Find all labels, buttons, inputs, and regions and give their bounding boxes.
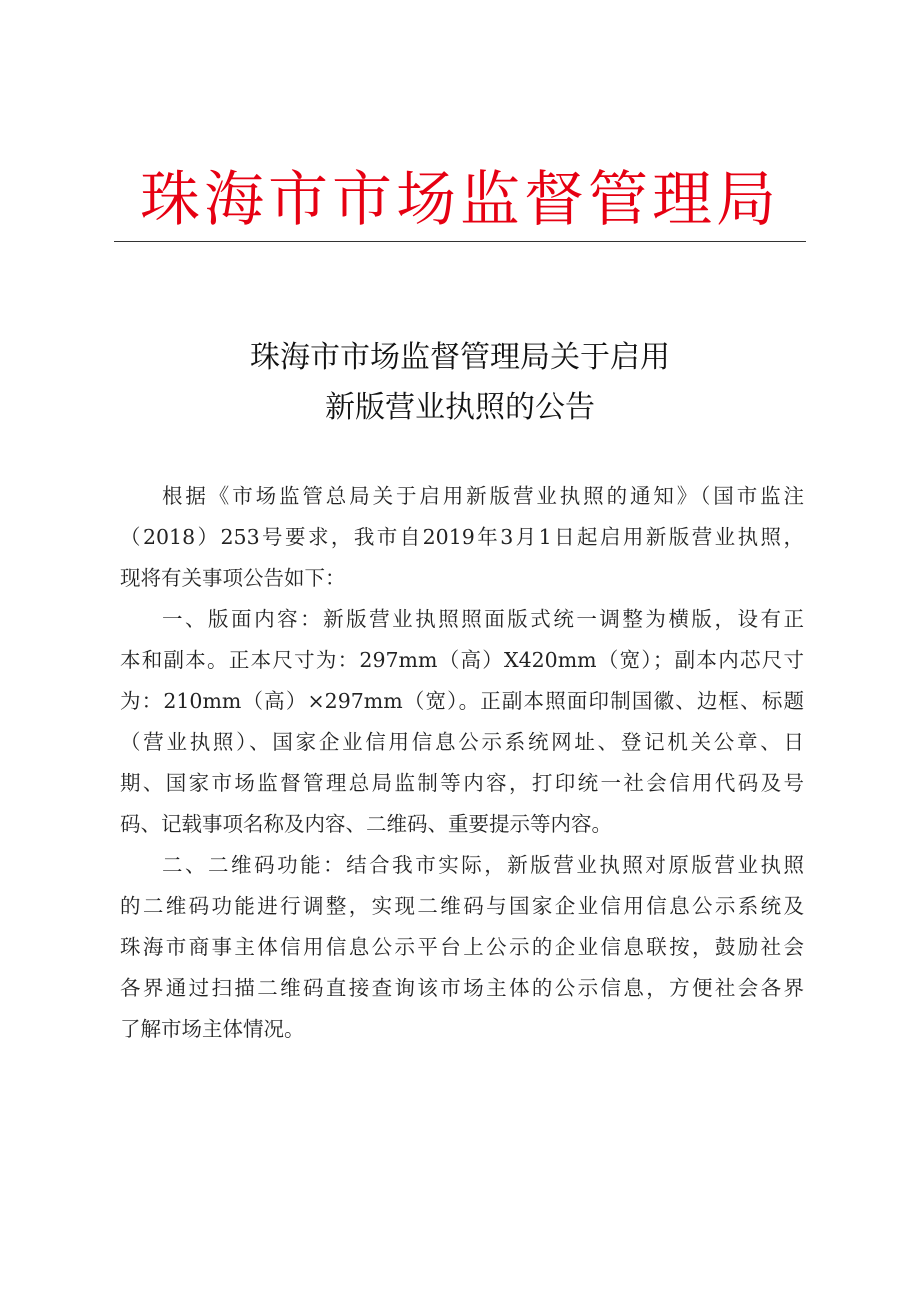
- body-line: 期、国家市场监督管理总局监制等内容，打印统一社会信用代码及号: [120, 771, 804, 795]
- body-line: 珠海市商事主体信用信息公示平台上公示的企业信息联按，鼓励社会: [120, 935, 804, 959]
- letterhead-org-name: 珠海市市场监督管理局: [140, 165, 780, 235]
- body-line: （营业执照）、国家企业信用信息公示系统网址、登记机关公章、日: [120, 730, 804, 754]
- body-line: 本和副本。正本尺寸为：297mm（高）X420mm（宽）；副本内芯尺寸: [120, 648, 804, 672]
- paragraph-qr-code-function: [120, 845, 804, 1050]
- letterhead-divider: [114, 241, 806, 242]
- body-line: 码、记载事项名称及内容、二维码、重要提示等内容。: [120, 812, 612, 836]
- body-line: （2018）253号要求，我市自2019年3月1日起启用新版营业执照，: [120, 525, 804, 549]
- body-line: 一、版面内容：新版营业执照照面版式统一调整为横版，设有正: [162, 607, 804, 631]
- body-line: 的二维码功能进行调整，实现二维码与国家企业信用信息公示系统及: [120, 894, 804, 918]
- body-line: 了解市场主体情况。: [120, 1017, 305, 1041]
- paragraph-intro: [120, 476, 804, 599]
- announcement-title-line-2: 新版营业执照的公告: [325, 390, 595, 425]
- announcement-body: [120, 476, 804, 1050]
- paragraph-layout-content: [120, 599, 804, 845]
- body-line: 根据《市场监管总局关于启用新版营业执照的通知》（国市监注: [162, 484, 804, 508]
- body-line: 为：210mm（高）×297mm（宽）。正副本照面印制国徽、边框、标题: [120, 689, 804, 713]
- announcement-title-line-1: 珠海市市场监督管理局关于启用: [250, 340, 670, 375]
- body-line: 各界通过扫描二维码直接查询该市场主体的公示信息，方便社会各界: [120, 976, 804, 1000]
- body-line: 二、二维码功能：结合我市实际，新版营业执照对原版营业执照: [162, 853, 804, 877]
- body-line: 现将有关事项公告如下：: [120, 566, 346, 590]
